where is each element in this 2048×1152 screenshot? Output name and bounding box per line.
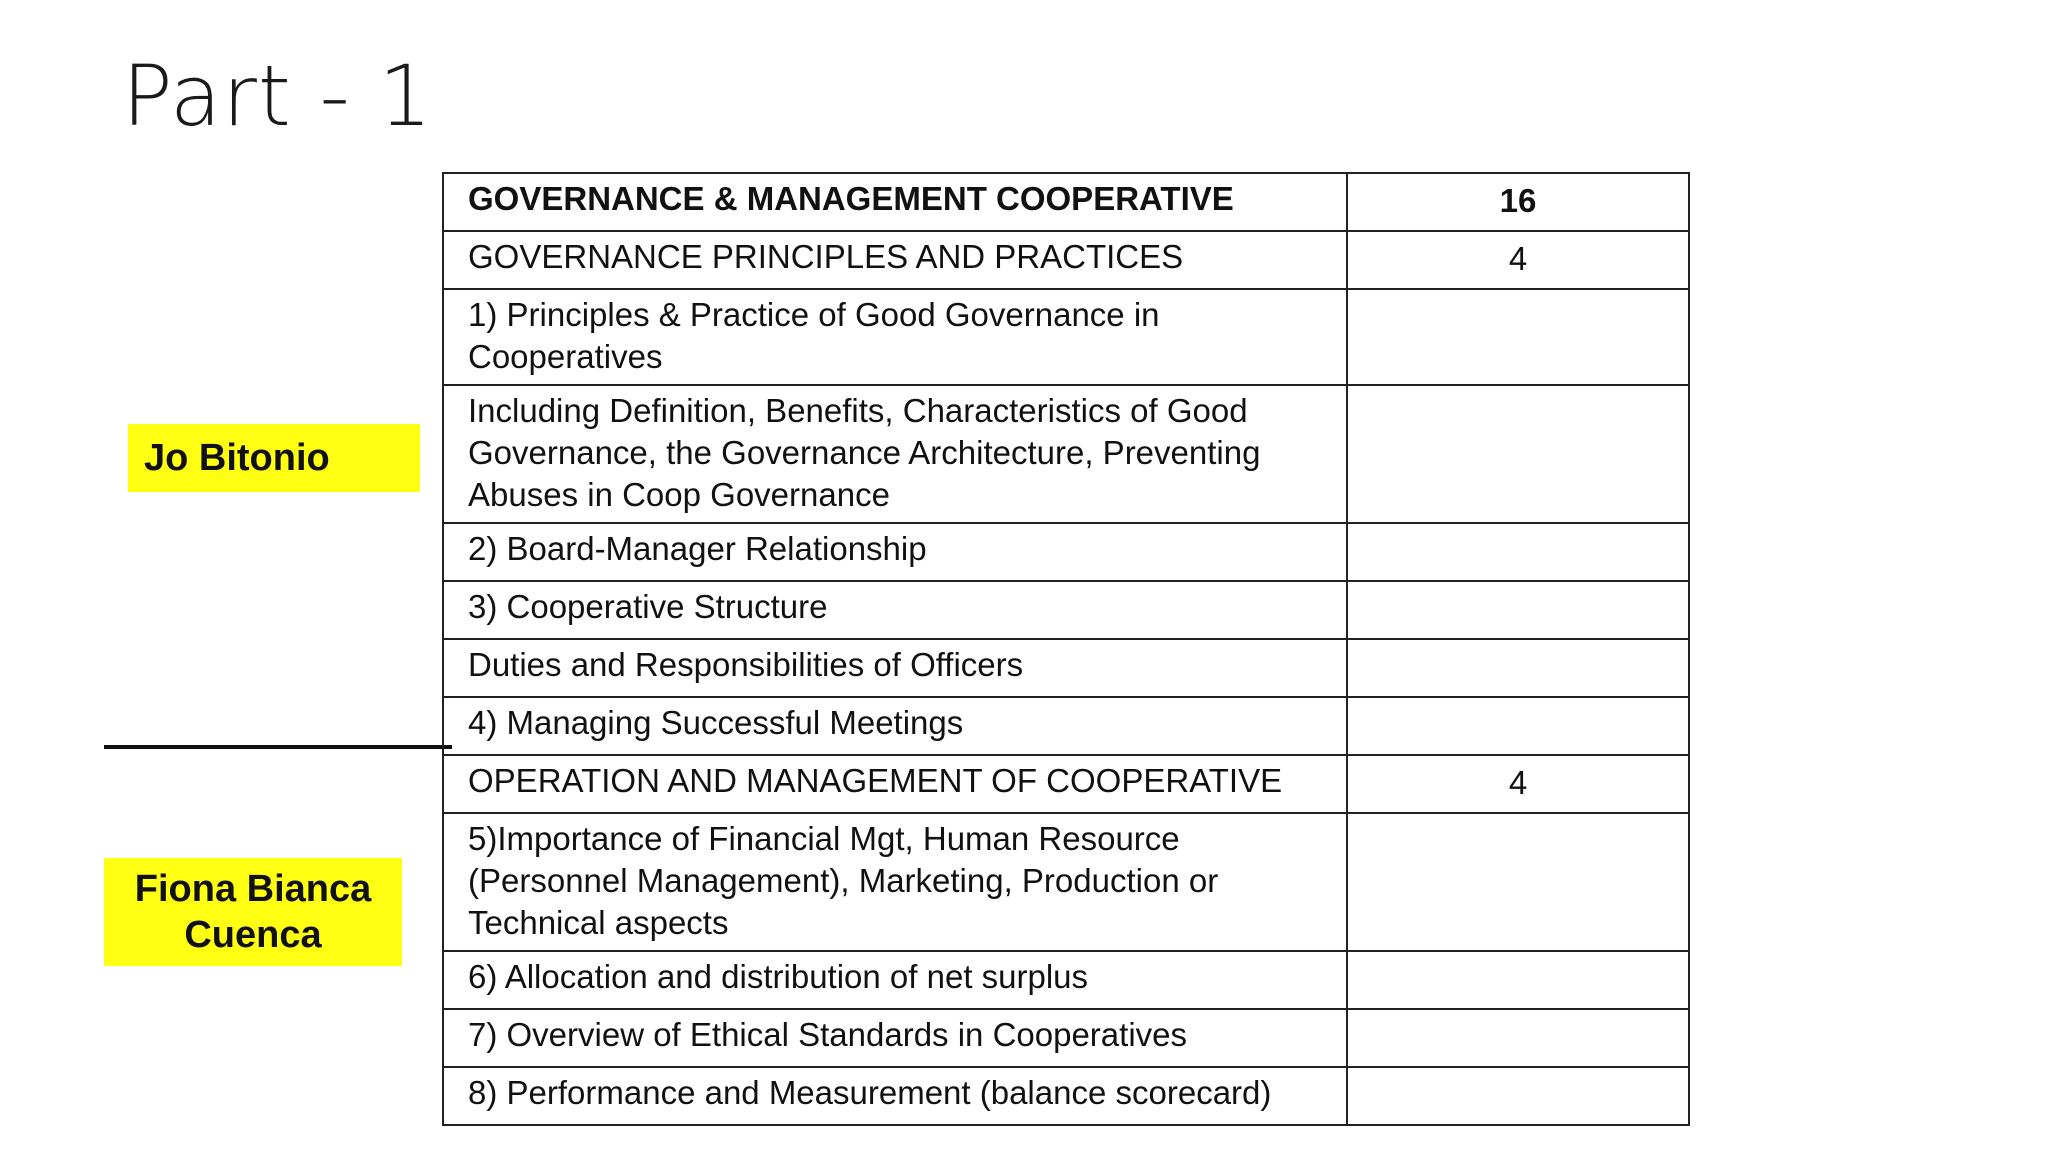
table-row xyxy=(443,173,1689,231)
slide-title: Part - 1 xyxy=(122,47,433,145)
table-row xyxy=(443,697,1689,755)
hours-cell xyxy=(1347,951,1689,1009)
topic-cell: 7) Overview of Ethical Standards in Cooperatives xyxy=(443,1009,1347,1067)
hours-cell: 4 xyxy=(1347,755,1689,813)
hours-cell xyxy=(1347,639,1689,697)
hours-cell xyxy=(1347,1067,1689,1125)
table-row xyxy=(443,1067,1689,1125)
table-row xyxy=(443,231,1689,289)
topic-cell: 8) Performance and Measurement (balance scorecard) xyxy=(443,1067,1347,1125)
table-row xyxy=(443,813,1689,951)
topic-cell: 5)Importance of Financial Mgt, Human Resource (Personnel Management), Marketing, Production or Technical aspects xyxy=(443,813,1347,951)
topic-cell: 1) Principles & Practice of Good Governance in Cooperatives xyxy=(443,289,1347,385)
hours-cell: 16 xyxy=(1347,173,1689,231)
topic-cell: 3) Cooperative Structure xyxy=(443,581,1347,639)
hours-cell xyxy=(1347,813,1689,951)
topic-cell: Including Definition, Benefits, Characteristics of Good Governance, the Governance Architecture, Preventing Abuses in Coop Governance xyxy=(443,385,1347,523)
hours-cell xyxy=(1347,581,1689,639)
table-row xyxy=(443,523,1689,581)
hours-cell xyxy=(1347,1009,1689,1067)
table-row xyxy=(443,1009,1689,1067)
topic-cell: GOVERNANCE PRINCIPLES AND PRACTICES xyxy=(443,231,1347,289)
table-row xyxy=(443,951,1689,1009)
topic-cell: 4) Managing Successful Meetings xyxy=(443,697,1347,755)
presenter-label-fiona xyxy=(104,858,402,966)
section-divider xyxy=(104,745,452,749)
topics-table xyxy=(442,172,1690,1126)
hours-cell: 4 xyxy=(1347,231,1689,289)
topic-cell: GOVERNANCE & MANAGEMENT COOPERATIVE xyxy=(443,173,1347,231)
table-row xyxy=(443,755,1689,813)
hours-cell xyxy=(1347,697,1689,755)
topic-cell: OPERATION AND MANAGEMENT OF COOPERATIVE xyxy=(443,755,1347,813)
hours-cell xyxy=(1347,385,1689,523)
table-row xyxy=(443,581,1689,639)
table-row xyxy=(443,385,1689,523)
presenter-name: Jo Bitonio xyxy=(144,437,330,479)
presenter-label-jo xyxy=(128,424,420,492)
topics-table-wrap xyxy=(442,172,1688,1126)
hours-cell xyxy=(1347,289,1689,385)
presenter-name-line1: Fiona Bianca xyxy=(134,868,372,910)
topic-cell: Duties and Responsibilities of Officers xyxy=(443,639,1347,697)
table-row xyxy=(443,639,1689,697)
table-row xyxy=(443,289,1689,385)
presenter-name-line2: Cuenca xyxy=(184,914,322,956)
hours-cell xyxy=(1347,523,1689,581)
topic-cell: 6) Allocation and distribution of net surplus xyxy=(443,951,1347,1009)
topic-cell: 2) Board-Manager Relationship xyxy=(443,523,1347,581)
